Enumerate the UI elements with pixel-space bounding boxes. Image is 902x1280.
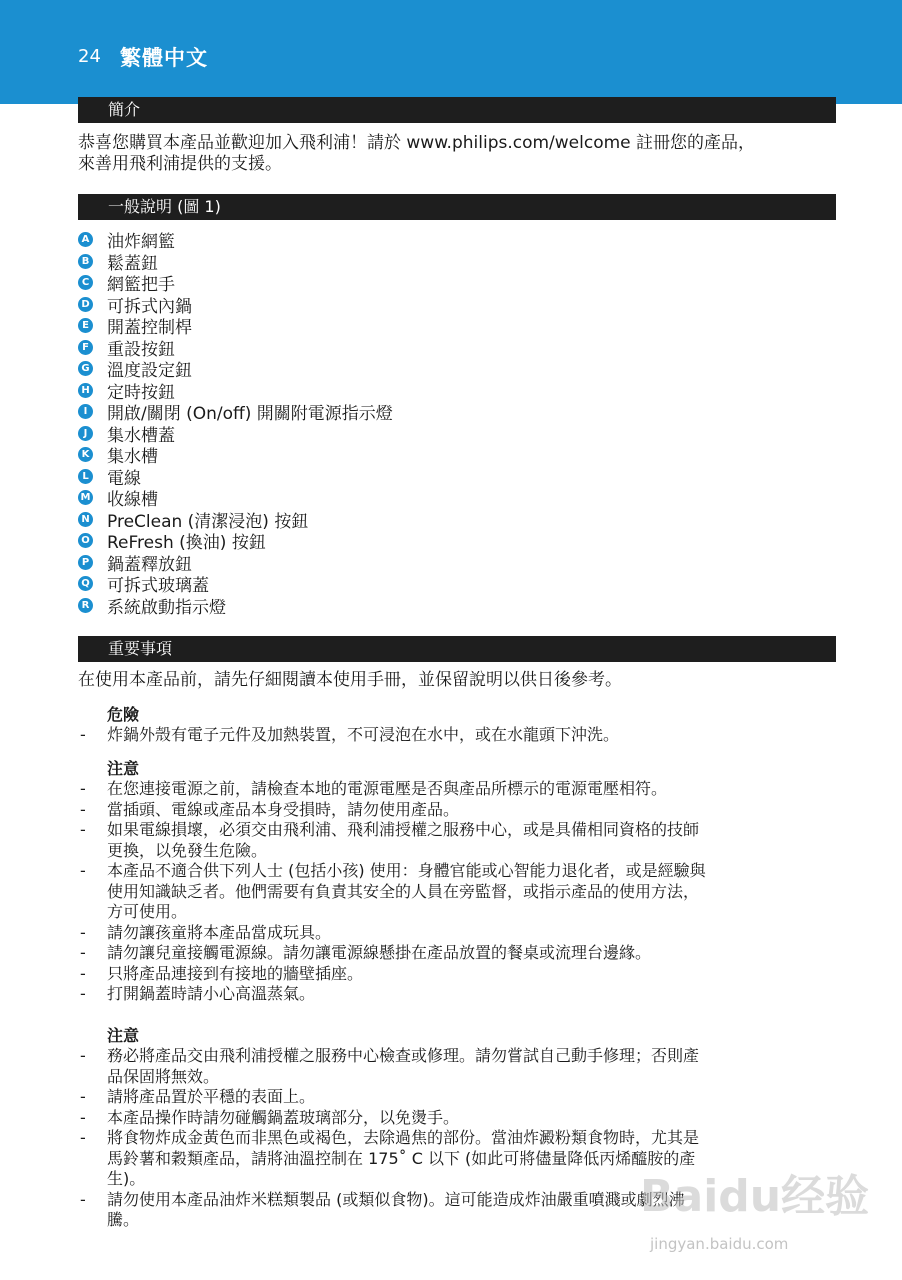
- list-item: - 本產品不適合供下列人士 (包括小孩) 使用：身體官能或心智能力退化者，或是經驗與 使用知識缺乏者。他們需要有負責其安全的人員在旁監督，或指示產品的使用方法， 方可使用。: [78, 861, 838, 923]
- parts-list: [78, 229, 393, 616]
- letter-badge-icon: P: [78, 555, 93, 570]
- important-intro: 在使用本產品前，請先仔細閱讀本使用手冊，並保留說明以供日後參考。: [78, 670, 622, 690]
- intro-paragraph: [78, 133, 838, 175]
- letter-badge-icon: M: [78, 490, 93, 505]
- list-item: - 炸鍋外殼有電子元件及加熱裝置，不可浸泡在水中，或在水龍頭下沖洗。: [78, 725, 838, 746]
- list-item: [78, 509, 393, 531]
- letter-badge-icon: L: [78, 469, 93, 484]
- warning-heading: 注意: [107, 759, 140, 778]
- list-item: [78, 552, 393, 574]
- list-item: - 請勿使用本產品油炸米糕類製品 (或類似食物)。這可能造成炸油嚴重噴濺或劇烈沸 騰。: [78, 1190, 838, 1231]
- part-label: 開蓋控制桿: [107, 318, 192, 339]
- list-item: - 如果電線損壞，必須交由飛利浦、飛利浦授權之服務中心，或是具備相同資格的技師 更換，以免發生危險。: [78, 820, 838, 861]
- letter-badge-icon: D: [78, 297, 93, 312]
- list-item: - 請勿讓孩童將本產品當成玩具。: [78, 923, 838, 944]
- part-label: 電線: [107, 468, 141, 489]
- list-item: [78, 229, 393, 251]
- list-item: [78, 444, 393, 466]
- watermark-url: jingyan.baidu.com: [650, 1235, 789, 1253]
- list-item: - 務必將產品交由飛利浦授權之服務中心檢查或修理。請勿嘗試自己動手修理；否則產 品保固將無效。: [78, 1046, 838, 1087]
- letter-badge-icon: A: [78, 232, 93, 247]
- letter-badge-icon: J: [78, 426, 93, 441]
- list-item: - 只將產品連接到有接地的牆壁插座。: [78, 964, 838, 985]
- letter-badge-icon: C: [78, 275, 93, 290]
- letter-badge-icon: E: [78, 318, 93, 333]
- letter-badge-icon: Q: [78, 576, 93, 591]
- list-item: [78, 401, 393, 423]
- list-item: [78, 315, 393, 337]
- page-number: 24: [78, 46, 101, 67]
- list-item: [78, 337, 393, 359]
- part-label: 可拆式內鍋: [107, 296, 192, 317]
- letter-badge-icon: N: [78, 512, 93, 527]
- list-item: - 請勿讓兒童接觸電源線。請勿讓電源線懸掛在產品放置的餐桌或流理台邊緣。: [78, 943, 838, 964]
- part-label: 開啟/關閉 (On/off) 開關附電源指示燈: [107, 404, 393, 425]
- list-item: - 本產品操作時請勿碰觸鍋蓋玻璃部分，以免燙手。: [78, 1108, 838, 1129]
- part-label: 重設按鈕: [107, 339, 175, 360]
- section-important-title: 重要事項: [78, 636, 836, 662]
- caution-heading: 注意: [107, 1026, 140, 1045]
- list-item: [78, 573, 393, 595]
- list-item: [78, 251, 393, 273]
- list-item: [78, 358, 393, 380]
- intro-line-2: 來善用飛利浦提供的支援。: [78, 154, 282, 174]
- list-item: [78, 466, 393, 488]
- part-label: 定時按鈕: [107, 382, 175, 403]
- danger-heading: 危險: [107, 705, 140, 724]
- language-title: 繁體中文: [120, 46, 208, 70]
- part-label: 可拆式玻璃蓋: [107, 576, 209, 597]
- list-item: [78, 595, 393, 617]
- danger-block: [78, 704, 838, 746]
- part-label: 收線槽: [107, 490, 158, 511]
- part-label: 網籃把手: [107, 275, 175, 296]
- list-item: - 打開鍋蓋時請小心高溫蒸氣。: [78, 984, 838, 1005]
- part-label: ReFresh (換油) 按鈕: [107, 533, 266, 554]
- part-label: 油炸網籃: [107, 232, 175, 253]
- list-item: [78, 272, 393, 294]
- list-item: - 請將產品置於平穩的表面上。: [78, 1087, 838, 1108]
- part-label: 系統啟動指示燈: [107, 597, 226, 618]
- list-item: - 將食物炸成金黃色而非黑色或褐色，去除過焦的部份。當油炸澱粉類食物時，尤其是 馬鈴薯和穀類產品，請將油溫控制在 175˚ C 以下 (如此可將儘量降低丙烯醯胺的產 生)。: [78, 1128, 838, 1190]
- section-intro-title: 簡介: [78, 97, 836, 123]
- warning-block: [78, 758, 838, 1005]
- letter-badge-icon: K: [78, 447, 93, 462]
- list-item: - 當插頭、電線或產品本身受損時，請勿使用產品。: [78, 800, 838, 821]
- warning-list: [78, 779, 838, 1005]
- part-label: 鍋蓋釋放鈕: [107, 554, 192, 575]
- list-item: [78, 423, 393, 445]
- watermark-logo: Baidu经验: [640, 1171, 870, 1222]
- letter-badge-icon: I: [78, 404, 93, 419]
- part-label: 鬆蓋鈕: [107, 253, 158, 274]
- list-item: [78, 294, 393, 316]
- letter-badge-icon: F: [78, 340, 93, 355]
- list-item: [78, 380, 393, 402]
- intro-line-1: 恭喜您購買本產品並歡迎加入飛利浦！請於 www.philips.com/welcome 註冊您的產品，: [78, 133, 756, 153]
- letter-badge-icon: H: [78, 383, 93, 398]
- danger-list: [78, 725, 838, 746]
- list-item: - 在您連接電源之前，請檢查本地的電源電壓是否與產品所標示的電源電壓相符。: [78, 779, 838, 800]
- part-label: 溫度設定鈕: [107, 361, 192, 382]
- letter-badge-icon: B: [78, 254, 93, 269]
- letter-badge-icon: G: [78, 361, 93, 376]
- list-item: [78, 530, 393, 552]
- list-item: [78, 487, 393, 509]
- letter-badge-icon: R: [78, 598, 93, 613]
- part-label: PreClean (清潔浸泡) 按鈕: [107, 511, 309, 532]
- section-general-title: 一般說明 (圖 1): [78, 194, 836, 220]
- part-label: 集水槽: [107, 447, 158, 468]
- letter-badge-icon: O: [78, 533, 93, 548]
- part-label: 集水槽蓋: [107, 425, 175, 446]
